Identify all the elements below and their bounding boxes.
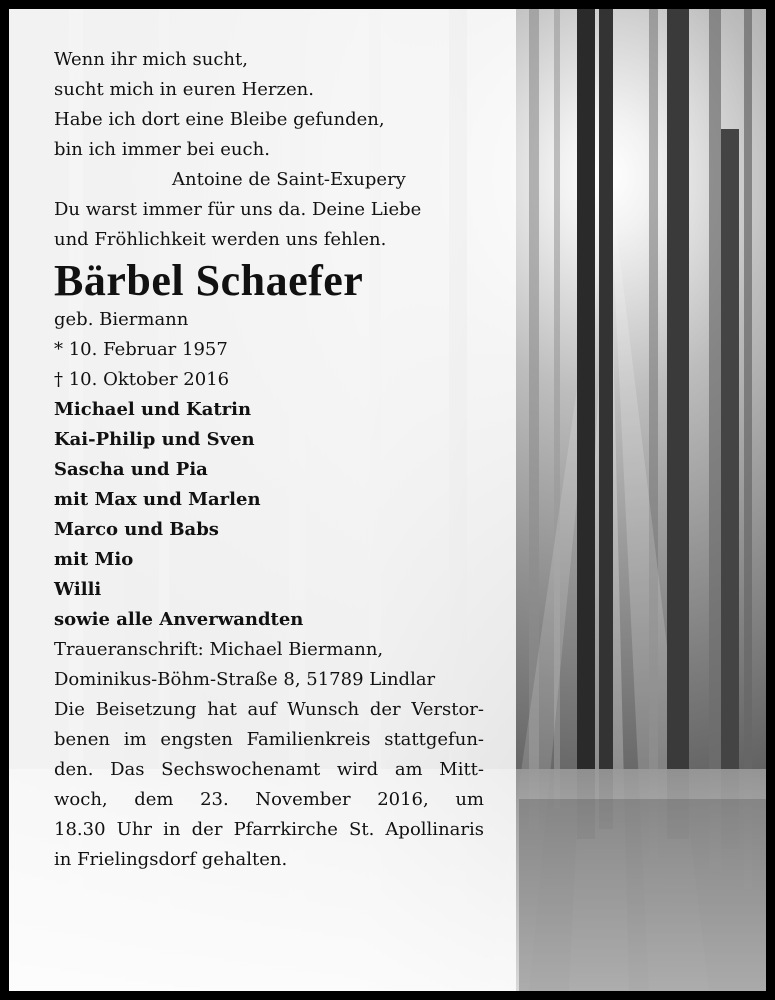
mourner: Marco und Babs <box>54 519 219 540</box>
poem-author: Antoine de Saint-Exupery <box>172 169 406 190</box>
mourner: Kai-Philip und Sven <box>54 429 255 450</box>
mourner: sowie alle Anverwandten <box>54 609 304 630</box>
poem-line: Wenn ihr mich sucht, <box>54 49 248 70</box>
mourner: Sascha und Pia <box>54 459 208 480</box>
intro-text <box>54 195 484 255</box>
poem-line: sucht mich in euren Herzen. <box>54 79 314 100</box>
funeral-notice-line: woch, dem 23. November 2016, um <box>54 789 484 810</box>
life-dates <box>54 335 484 395</box>
mourner: mit Max und Marlen <box>54 489 261 510</box>
address-line: Traueranschrift: Michael Biermann, <box>54 639 384 660</box>
mourners-list <box>54 395 484 635</box>
funeral-notice-line: benen im engsten Familienkreis stattgefun- <box>54 729 484 750</box>
deceased-name: Bärbel Schaefer <box>54 256 364 305</box>
funeral-notice <box>54 695 484 875</box>
mourner: Michael und Katrin <box>54 399 252 420</box>
notice-text <box>54 45 484 875</box>
poem <box>54 45 484 195</box>
address-line: Dominikus-Böhm-Straße 8, 51789 Lindlar <box>54 669 436 690</box>
mourner: mit Mio <box>54 549 134 570</box>
poem-line: Habe ich dort eine Bleibe gefunden, <box>54 109 385 130</box>
maiden-name: geb. Biermann <box>54 309 189 330</box>
poem-line: bin ich immer bei euch. <box>54 139 270 160</box>
funeral-notice-line: Die Beisetzung hat auf Wunsch der Verstor- <box>54 699 484 720</box>
funeral-notice-line: 18.30 Uhr in der Pfarrkirche St. Apollinaris <box>54 819 484 840</box>
funeral-notice-line: in Frielingsdorf gehalten. <box>54 849 288 870</box>
birth-date: * 10. Februar 1957 <box>54 339 228 360</box>
intro-line: und Fröhlichkeit werden uns fehlen. <box>54 229 387 250</box>
mourning-address <box>54 635 484 695</box>
funeral-notice-line: den. Das Sechswochenamt wird am Mitt- <box>54 759 484 780</box>
mourner: Willi <box>54 579 102 600</box>
intro-line: Du warst immer für uns da. Deine Liebe <box>54 199 422 220</box>
death-date: † 10. Oktober 2016 <box>54 369 230 390</box>
